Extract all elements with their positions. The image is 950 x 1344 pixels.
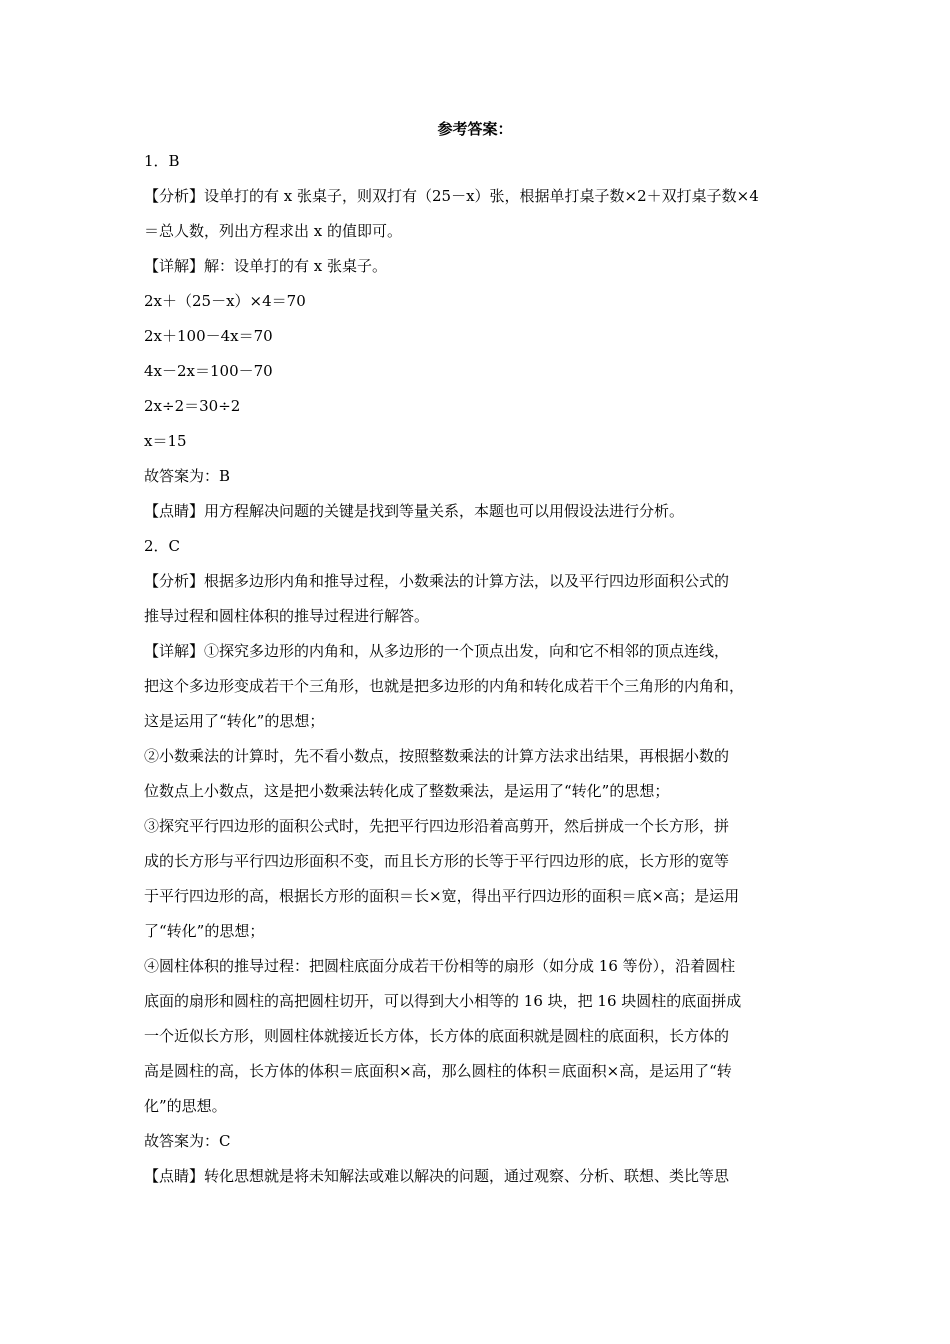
detail-2-line-2: 把这个多边形变成若干个三角形，也就是把多边形的内角和转化成若干个三角形的内角和， [144, 677, 745, 695]
detail-1-intro: 【详解】解：设单打的有 x 张桌子。 [144, 257, 387, 275]
analysis-1-line-2: ＝总人数，列出方程求出 x 的值即可。 [144, 222, 402, 240]
detail-2-line-7: 成的长方形与平行四边形面积不变，而且长方形的长等于平行四边形的底，长方形的宽等 [144, 852, 730, 870]
comment-1: 【点睛】用方程解决问题的关键是找到等量关系，本题也可以用假设法进行分析。 [144, 502, 685, 520]
detail-2-line-14: 化”的思想。 [144, 1097, 227, 1115]
analysis-2-line-2: 推导过程和圆柱体积的推导过程进行解答。 [144, 607, 430, 625]
answer-key-title: 参考答案： [437, 120, 513, 138]
detail-2-line-11: 底面的扇形和圆柱的高把圆柱切开，可以得到大小相等的 16 块，把 16 块圆柱的底面拼成 [144, 992, 742, 1010]
detail-2-line-4: ②小数乘法的计算时，先不看小数点，按照整数乘法的计算方法求出结果，再根据小数的 [144, 747, 730, 765]
detail-2-line-8: 于平行四边形的高，根据长方形的面积＝长×宽，得出平行四边形的面积＝底×高；是运用 [144, 887, 740, 905]
answer-2-conclusion: 故答案为：C [144, 1132, 231, 1150]
detail-2-line-3: 这是运用了“转化”的思想； [144, 712, 325, 730]
equation-step-3: 4x－2x＝100－70 [144, 362, 273, 380]
analysis-2-line-1: 【分析】根据多边形内角和推导过程，小数乘法的计算方法，以及平行四边形面积公式的 [144, 572, 730, 590]
detail-2-line-1: 【详解】①探究多边形的内角和，从多边形的一个顶点出发，向和它不相邻的顶点连线， [144, 642, 730, 660]
detail-2-line-12: 一个近似长方形，则圆柱体就接近长方体，长方体的底面积就是圆柱的底面积，长方体的 [144, 1027, 730, 1045]
detail-2-line-13: 高是圆柱的高，长方体的体积＝底面积×高，那么圆柱的体积＝底面积×高，是运用了“转 [144, 1062, 732, 1080]
analysis-1-line-1: 【分析】设单打的有 x 张桌子，则双打有（25－x）张，根据单打桌子数×2＋双打桌子数×4 [144, 187, 759, 205]
detail-2-line-5: 位数点上小数点，这是把小数乘法转化成了整数乘法，是运用了“转化”的思想； [144, 782, 670, 800]
equation-result: x＝15 [144, 432, 187, 450]
comment-2: 【点睛】转化思想就是将未知解法或难以解决的问题，通过观察、分析、联想、类比等思 [144, 1167, 730, 1185]
detail-2-line-6: ③探究平行四边形的面积公式时，先把平行四边形沿着高剪开，然后拼成一个长方形，拼 [144, 817, 730, 835]
answer-1-label: 1．B [144, 152, 180, 170]
equation-step-1: 2x＋（25－x）×4＝70 [144, 292, 306, 310]
detail-2-line-10: ④圆柱体积的推导过程：把圆柱底面分成若干份相等的扇形（如分成 16 等份），沿着圆柱 [144, 957, 736, 975]
equation-step-2: 2x＋100－4x＝70 [144, 327, 273, 345]
equation-step-4: 2x÷2＝30÷2 [144, 397, 241, 415]
answer-body [144, 144, 809, 1194]
answer-1-conclusion: 故答案为：B [144, 467, 231, 485]
detail-2-line-9: 了“转化”的思想； [144, 922, 265, 940]
answer-2-label: 2．C [144, 537, 181, 555]
